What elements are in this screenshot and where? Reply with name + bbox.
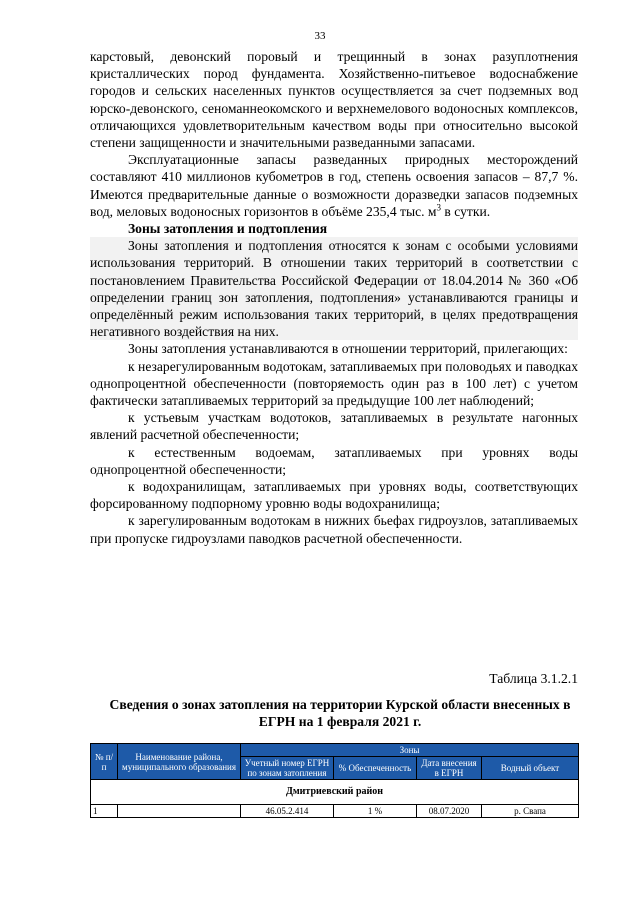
table-number: Таблица 3.1.2.1: [489, 671, 578, 686]
col-header-zones: Зоны: [241, 744, 579, 757]
list-item: к зарегулированным водотокам в нижних бьефах гидроузлов, затапливаемых при пропуске гидроузлами паводков расчетной обеспеченности.: [90, 513, 578, 546]
table-title: Сведения о зонах затопления на территории Курской области внесенных в ЕГРН на 1 февраля 2021 г.: [109, 697, 571, 729]
section-heading: Зоны затопления и подтопления: [128, 221, 328, 237]
zones-table: [90, 743, 579, 818]
list-item: к устьевым участкам водотоков, затапливаемых в результате нагонных явлений расчетной обеспеченности;: [90, 410, 578, 443]
cell-name: [118, 805, 241, 818]
paragraph: карстовый, девонский поровый и трещинный в зонах разуплотнения кристаллических пород фундамента. Хозяйственно-питьевое водоснабжение городов и сельских населенных пунктов осуществляется за счет подземных вод юрско-девонского, сеноманнеокомского и верхнемелового водоносных комплексов, отличающихся удовлетворительным качеством воды при относительно высокой степени защищенности и значительными разведанными запасами.: [90, 49, 578, 151]
district-row: Дмитриевский район: [91, 780, 579, 805]
cell-water: р. Свапа: [482, 805, 579, 818]
list-item: к естественным водоемам, затапливаемых при уровнях воды однопроцентной обеспеченности;: [90, 444, 578, 477]
cell-supply: 1 %: [334, 805, 417, 818]
cell-date: 08.07.2020: [417, 805, 482, 818]
cell-num: 1: [91, 805, 118, 818]
table-row: [91, 805, 579, 818]
col-header-water: Водный объект: [482, 757, 579, 780]
list-item: к водохранилищам, затапливаемых при уровнях воды, соответствующих форсированному подпорному уровню воды водохранилища;: [90, 479, 578, 512]
list-item: к незарегулированным водотокам, затапливаемых при половодьях и паводках однопроцентной обеспеченности (повторяемость один раз в 100 лет) с учетом фактически затапливаемых территорий за предыдущие 100 лет наблюдений;: [90, 358, 578, 409]
paragraph: Зоны затопления и подтопления относятся к зонам с особыми условиями использования территорий. В отношении таких территорий в соответствии с постановлением Правительства Российской Федерации от 18.04.2014 № 360 «Об определении границ зон затопления, подтопления» устанавливаются границы и определённый режим использования таких территорий, в целях предотвращения негативного воздействия на них.: [90, 238, 578, 340]
paragraph: Зоны затопления устанавливаются в отношении территорий, прилегающих:: [128, 341, 568, 357]
col-header-date: Дата внесения в ЕГРН: [417, 757, 482, 780]
page-number: 33: [314, 30, 326, 42]
col-header-district: Наименование района, муниципального образования: [118, 744, 241, 780]
body-text: [90, 48, 578, 547]
col-header-supply: % Обеспеченность: [334, 757, 417, 780]
col-header-num: № п/п: [91, 744, 118, 780]
paragraph: Эксплуатационные запасы разведанных природных месторождений составляют 410 миллионов кубометров в год, степень освоения запасов – 87,7 %. Имеются предварительные данные о возможности доразведки запасов подземных вод, меловых водоносных горизонтов в объёме 235,4 тыс. $м^3$ в сутки.: [90, 152, 578, 219]
col-header-egrn: Учетный номер ЕГРН по зонам затопления: [241, 757, 334, 780]
cell-egrn: 46.05.2.414: [241, 805, 334, 818]
